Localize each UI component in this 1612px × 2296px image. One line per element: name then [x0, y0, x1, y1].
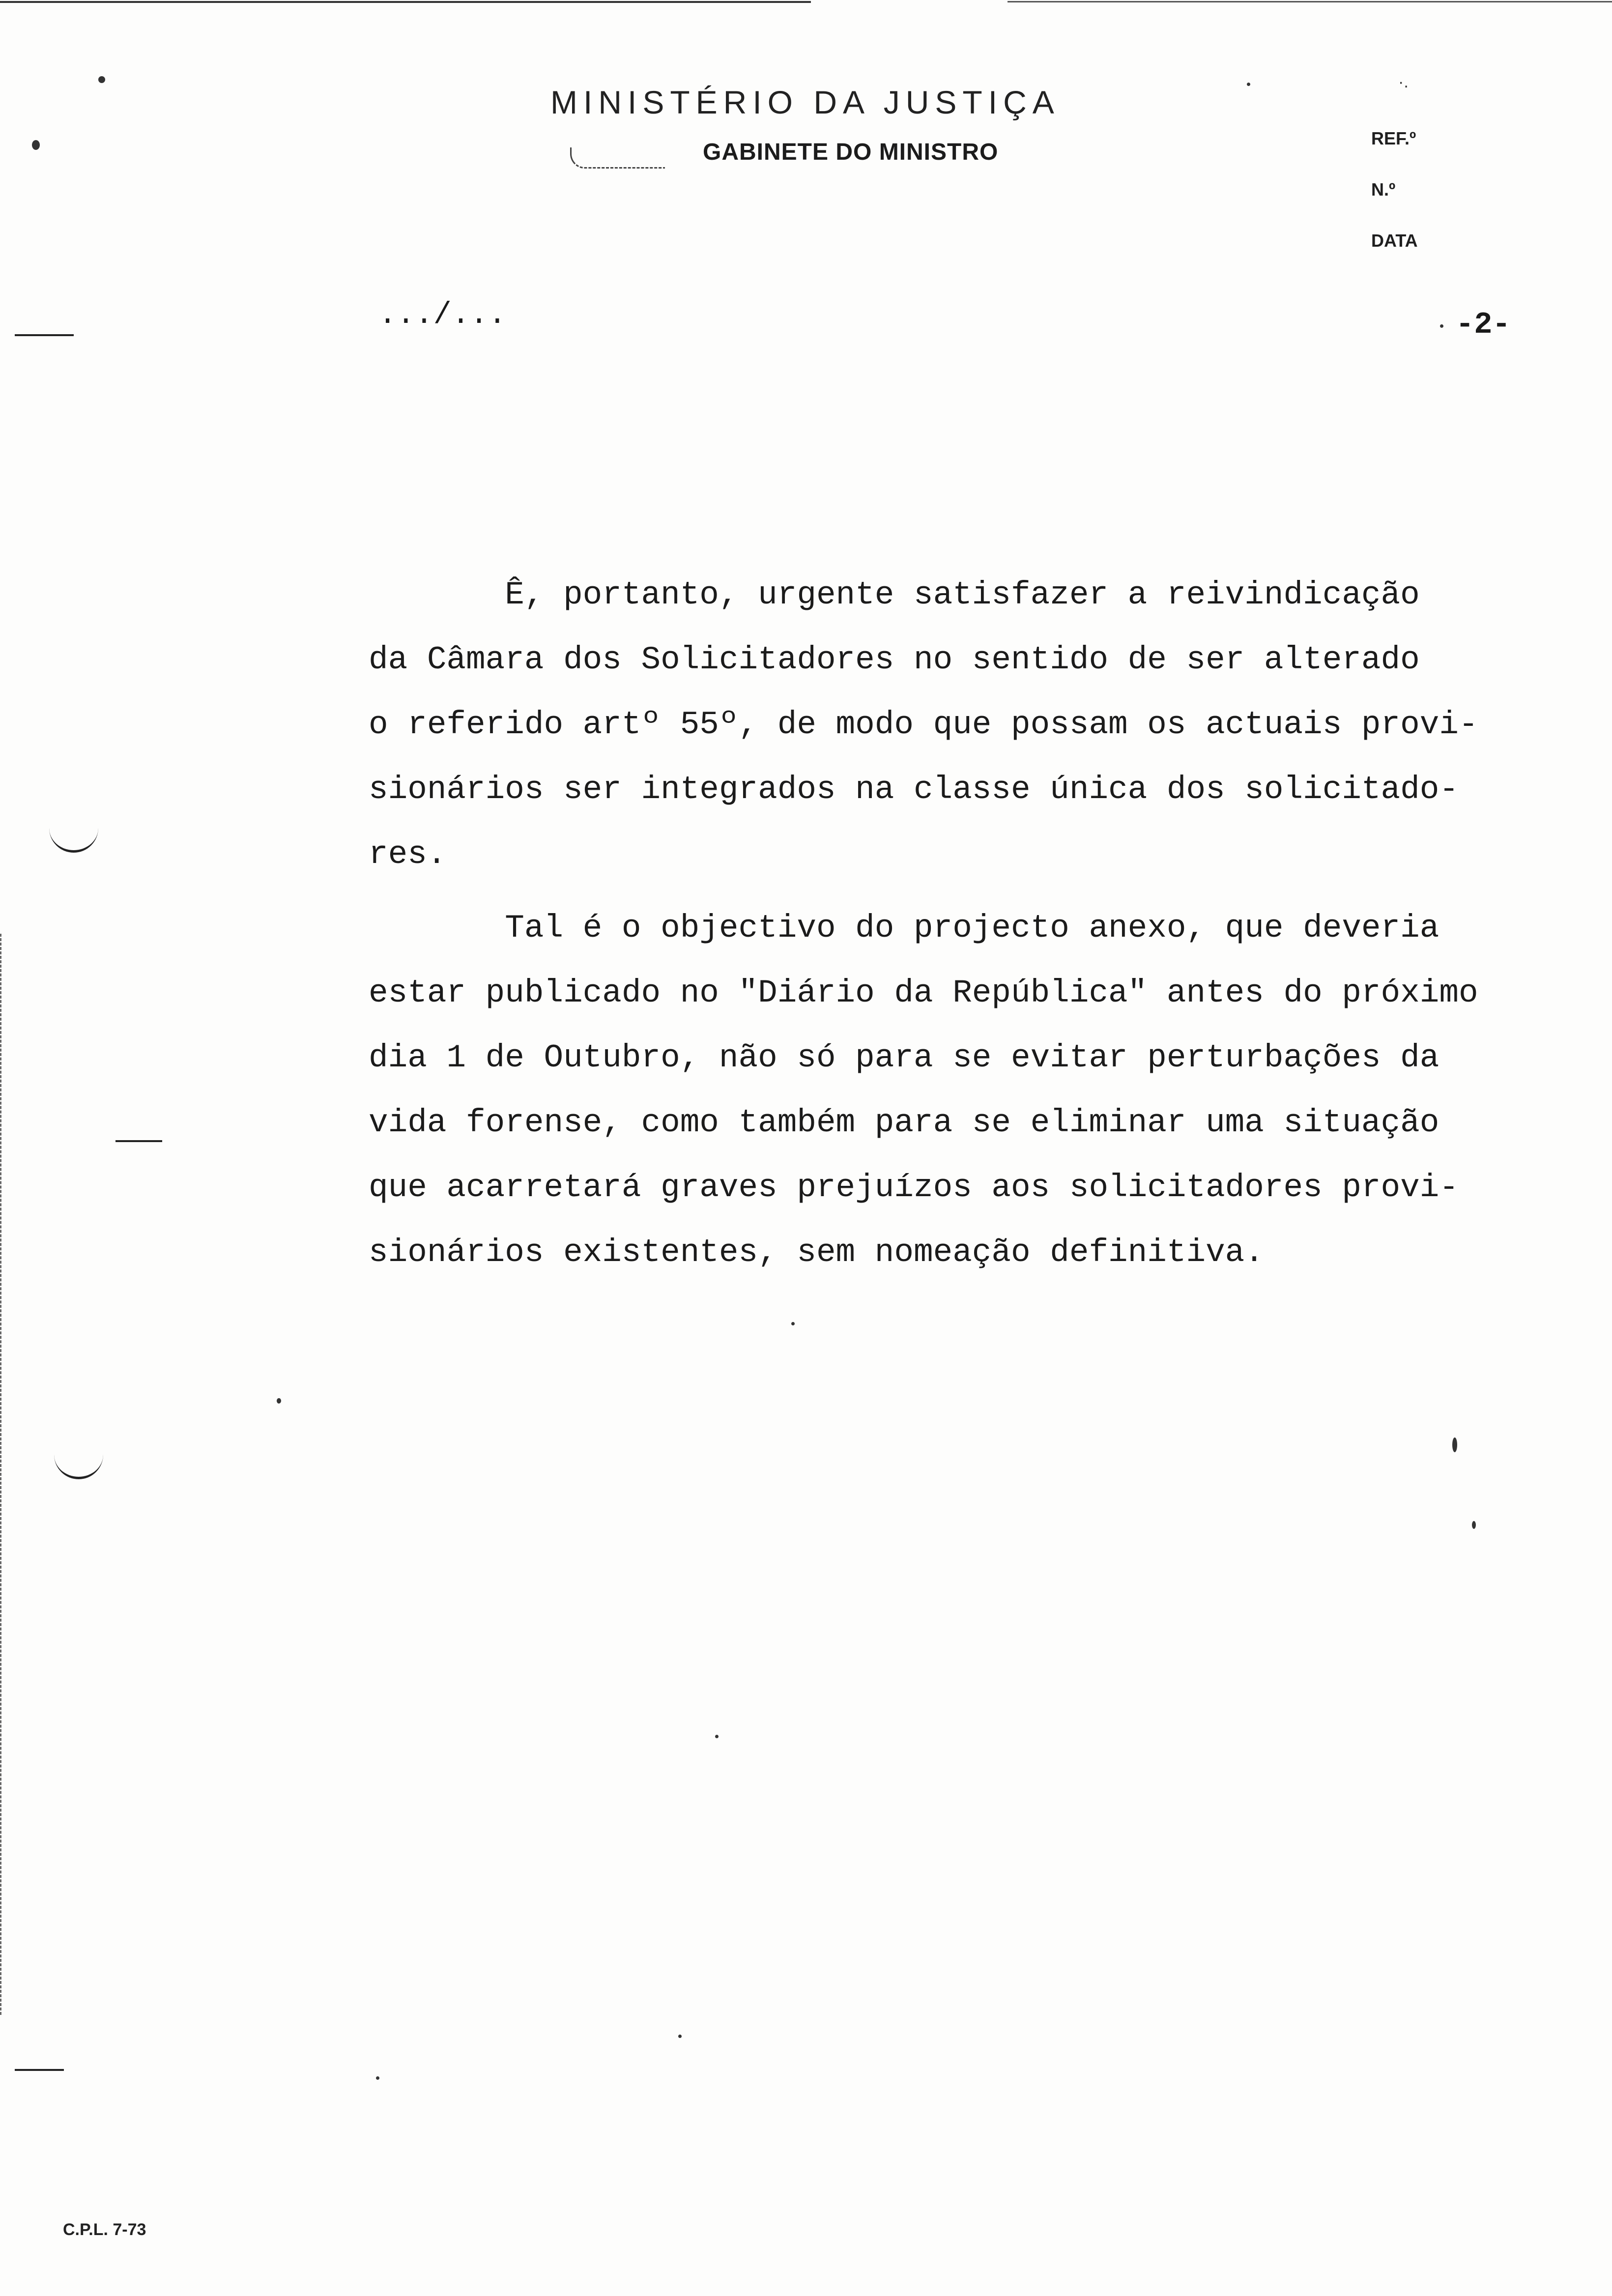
scan-top-edge-right: [1008, 1, 1612, 2]
speck: [277, 1398, 281, 1404]
body-line: sionários existentes, sem nomeação definitiva.: [369, 1234, 1264, 1271]
speck: [98, 76, 105, 83]
margin-mark: [15, 334, 74, 336]
punch-hole-mark: [49, 826, 98, 853]
number-label: N.º: [1371, 179, 1396, 200]
margin-mark: [15, 2069, 64, 2071]
body-line: da Câmara dos Solicitadores no sentido de ser alterado: [369, 641, 1420, 678]
scan-top-edge: [0, 1, 811, 3]
continuation-marker: .../...: [378, 297, 507, 332]
body-line: dia 1 de Outubro, não só para se evitar perturbações da: [369, 1039, 1439, 1076]
cabinet-subheading: GABINETE DO MINISTRO: [703, 139, 999, 165]
body-line: que acarretará graves prejuízos aos solicitadores provi-: [369, 1169, 1459, 1206]
speck: [1472, 1521, 1476, 1529]
body-line: sionários ser integrados na classe única dos solicitado-: [369, 771, 1459, 808]
speck: [376, 2076, 379, 2080]
letter-body: [369, 563, 1524, 1285]
date-label: DATA: [1371, 230, 1418, 251]
ministry-heading: MINISTÉRIO DA JUSTIÇA: [550, 84, 1060, 120]
speck: [791, 1322, 795, 1325]
speck: [715, 1735, 719, 1738]
ref-label: REF.º: [1371, 128, 1416, 148]
punch-hole-mark: [54, 1452, 103, 1479]
reference-fields: [1371, 113, 1418, 266]
scan-left-edge: [0, 934, 4, 2015]
speck: [32, 140, 40, 150]
body-line: Tal é o objectivo do projecto anexo, que deveria: [369, 910, 1439, 947]
speck: [678, 2035, 682, 2038]
speck: [1452, 1437, 1457, 1452]
body-line: estar publicado no "Diário da República" antes do próximo: [369, 975, 1478, 1011]
letterhead-flourish: [570, 147, 665, 169]
body-line: res.: [369, 836, 447, 873]
form-code: C.P.L. 7-73: [63, 2220, 146, 2239]
page-number: -2-: [1456, 307, 1511, 342]
speck: [1247, 83, 1250, 86]
body-line: Ê, portanto, urgente satisfazer a reivindicação: [369, 576, 1420, 613]
margin-mark: [115, 1140, 162, 1142]
speck: [1440, 324, 1443, 328]
body-line: o referido artº 55º, de modo que possam os actuais provi-: [369, 706, 1478, 743]
stray-mark: ·.: [1398, 73, 1409, 91]
body-line: vida forense, como também para se eliminar uma situação: [369, 1104, 1439, 1141]
